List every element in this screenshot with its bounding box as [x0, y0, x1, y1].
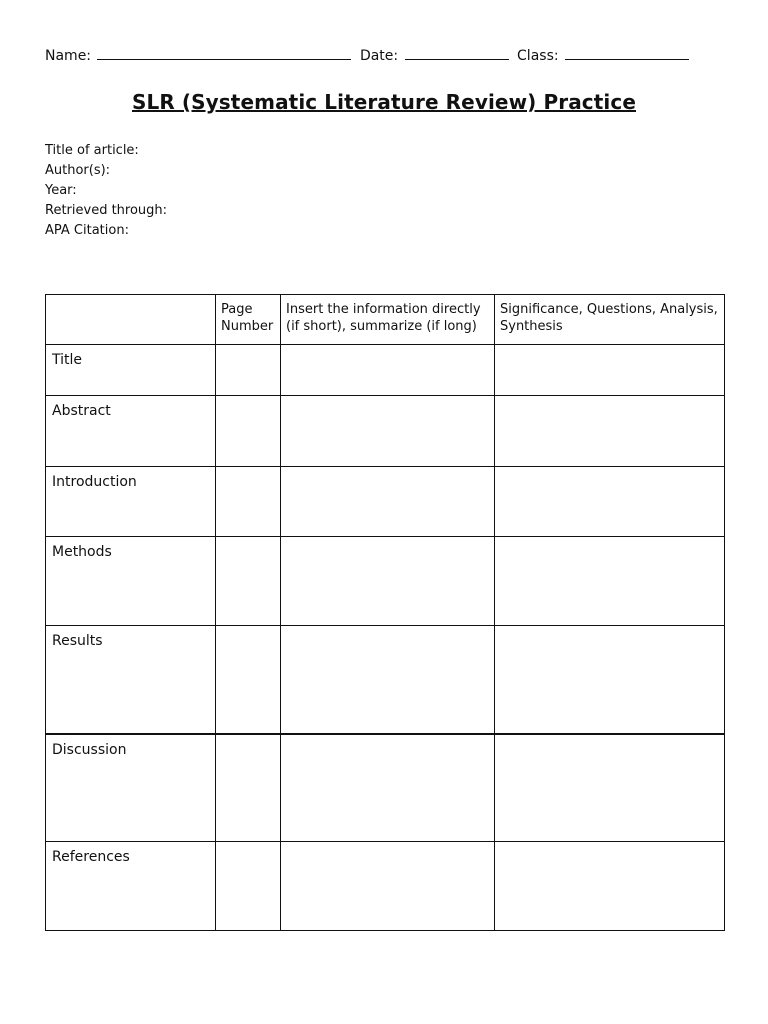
table-row [46, 842, 725, 931]
class-field[interactable] [565, 47, 689, 60]
row-label-methods: Methods [46, 537, 216, 626]
date-field[interactable] [405, 47, 509, 60]
table-row [46, 626, 725, 734]
information-cell[interactable] [281, 396, 495, 467]
table-row [46, 537, 725, 626]
significance-cell[interactable] [495, 396, 725, 467]
significance-cell[interactable] [495, 842, 725, 931]
table-row [46, 467, 725, 537]
page-number-cell[interactable] [216, 396, 281, 467]
table-row [46, 345, 725, 396]
retrieved-through-label: Retrieved through: [45, 203, 168, 218]
header-cell-blank [46, 295, 216, 345]
name-label: Name: [45, 48, 92, 64]
page-title: SLR (Systematic Literature Review) Practice [132, 90, 636, 114]
article-fields [45, 141, 167, 241]
table-row [46, 396, 725, 467]
page-number-cell[interactable] [216, 842, 281, 931]
header-cell-significance: Significance, Questions, Analysis, Synthesis [495, 295, 725, 345]
page-number-cell[interactable] [216, 467, 281, 537]
significance-cell[interactable] [495, 467, 725, 537]
header-cell-page-number: Page Number [216, 295, 281, 345]
row-label-discussion: Discussion [46, 734, 216, 842]
name-field[interactable] [97, 47, 351, 60]
information-cell[interactable] [281, 345, 495, 396]
significance-cell[interactable] [495, 734, 725, 842]
significance-cell[interactable] [495, 345, 725, 396]
page-number-cell[interactable] [216, 345, 281, 396]
page-number-cell[interactable] [216, 537, 281, 626]
row-label-abstract: Abstract [46, 396, 216, 467]
information-cell[interactable] [281, 842, 495, 931]
header-fields [45, 47, 725, 64]
information-cell[interactable] [281, 626, 495, 734]
header-cell-information: Insert the information directly (if short), summarize (if long) [281, 295, 495, 345]
table-header-row [46, 295, 725, 345]
information-cell[interactable] [281, 734, 495, 842]
year-label: Year: [45, 183, 77, 198]
page-number-cell[interactable] [216, 626, 281, 734]
table-row [46, 734, 725, 842]
slr-table [45, 294, 725, 931]
authors-label: Author(s): [45, 163, 111, 178]
article-title-label: Title of article: [45, 143, 139, 158]
row-label-title: Title [46, 345, 216, 396]
information-cell[interactable] [281, 467, 495, 537]
class-label: Class: [517, 48, 559, 64]
row-label-introduction: Introduction [46, 467, 216, 537]
significance-cell[interactable] [495, 626, 725, 734]
row-label-references: References [46, 842, 216, 931]
page-number-cell[interactable] [216, 734, 281, 842]
significance-cell[interactable] [495, 537, 725, 626]
information-cell[interactable] [281, 537, 495, 626]
apa-citation-label: APA Citation: [45, 223, 129, 238]
date-label: Date: [359, 48, 399, 64]
row-label-results: Results [46, 626, 216, 734]
